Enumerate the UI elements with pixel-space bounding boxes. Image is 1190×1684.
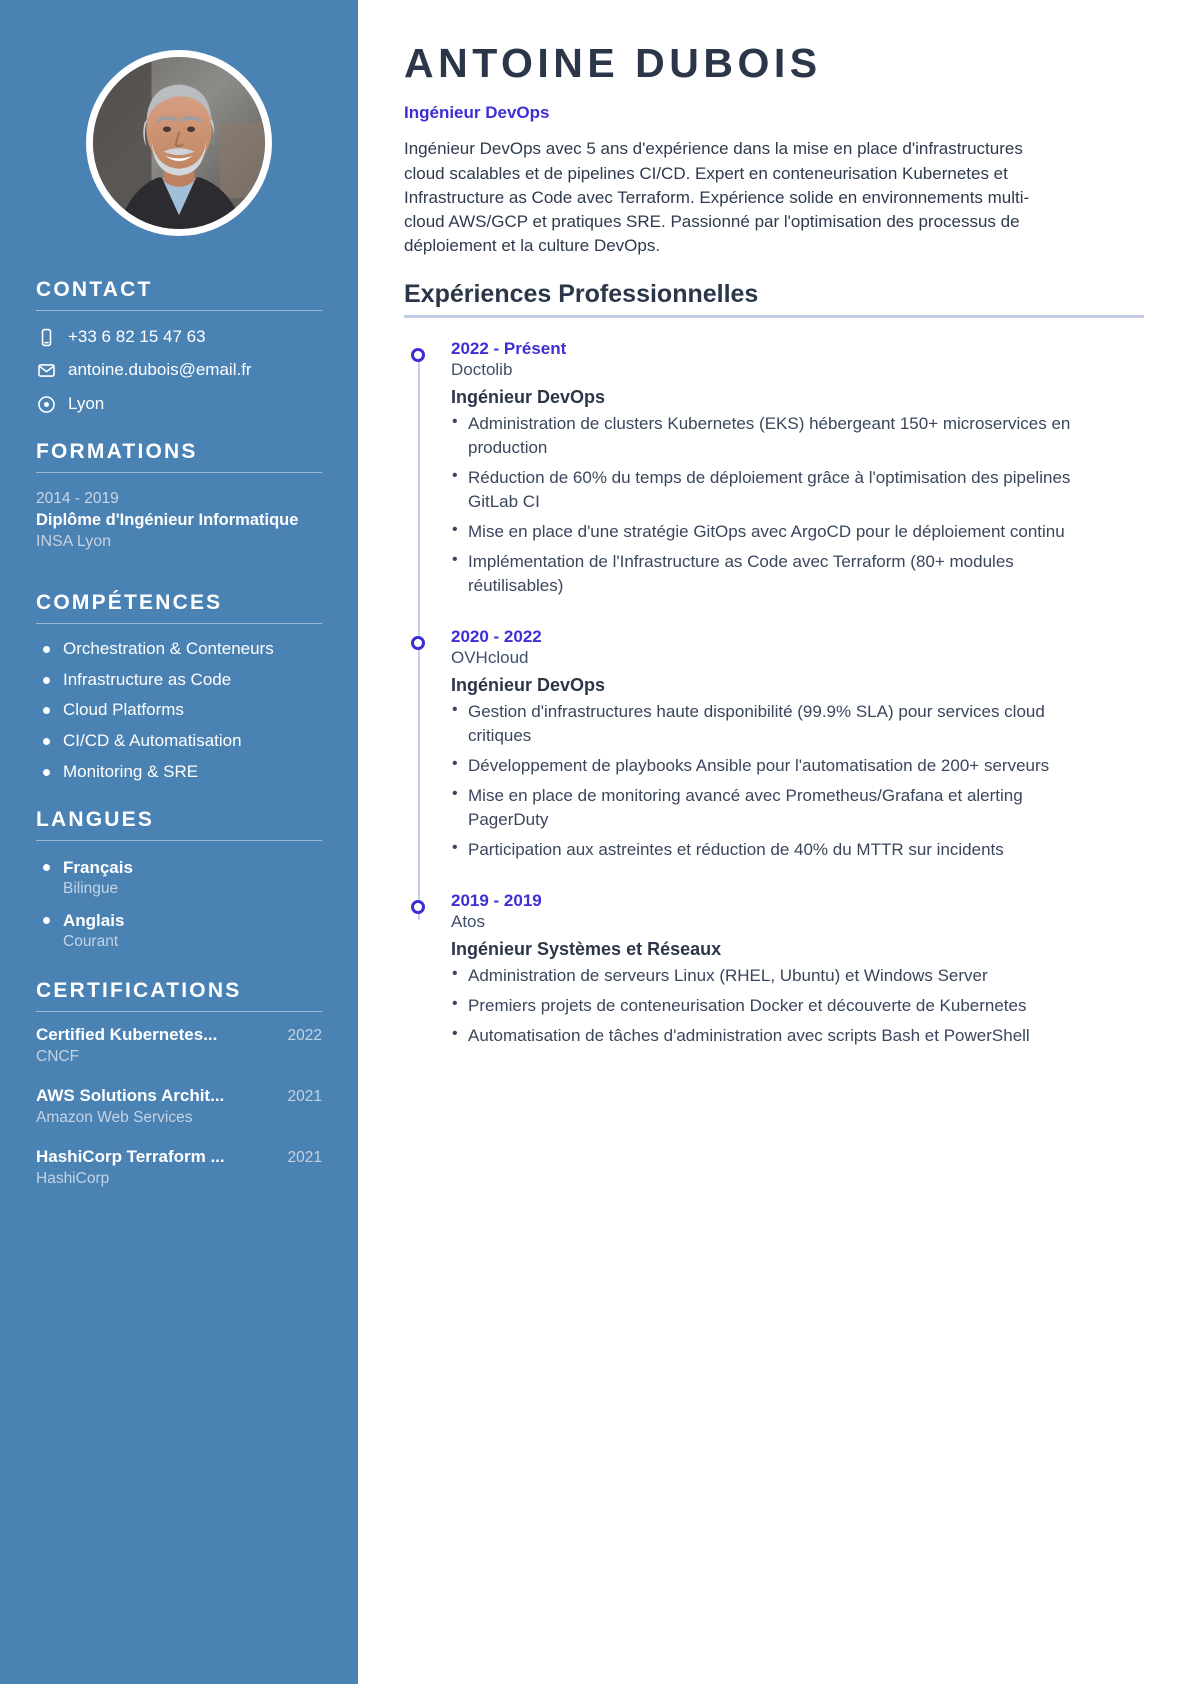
list-item: • Implémentation de l'Infrastructure as Code avec Terraform (80+ modules réutilisables) xyxy=(451,550,1091,598)
certification-issuer: HashiCorp xyxy=(36,1169,110,1187)
education-dates: 2014 - 2019 xyxy=(36,490,119,508)
contact-divider xyxy=(36,310,322,311)
list-item: • Mise en place d'une stratégie GitOps avec ArgoCD pour le déploiement continu xyxy=(451,520,1091,544)
experience-section-title: Expériences Professionnelles xyxy=(404,280,759,309)
certification-issuer: CNCF xyxy=(36,1047,80,1065)
experience-timeline xyxy=(404,338,1144,1048)
education-heading: FORMATIONS xyxy=(36,440,198,464)
language-name: Anglais xyxy=(63,910,125,930)
list-item: • Mise en place de monitoring avancé avec Prometheus/Grafana et alerting PagerDuty xyxy=(451,784,1091,832)
skills-section xyxy=(36,591,322,782)
certification-year: 2021 xyxy=(287,1148,322,1166)
contact-email-value: antoine.dubois@email.fr xyxy=(68,360,252,380)
certifications-section xyxy=(36,979,322,1190)
certification-year: 2021 xyxy=(287,1087,322,1105)
list-item: • Automatisation de tâches d'administration avec scripts Bash et PowerShell xyxy=(451,1024,1091,1048)
contact-location[interactable] xyxy=(36,394,322,414)
certification-header xyxy=(36,1024,322,1045)
contact-location-value: Lyon xyxy=(68,393,105,413)
list-item: • Participation aux astreintes et réduction de 40% du MTTR sur incidents xyxy=(451,838,1091,862)
experience-company: Doctolib xyxy=(451,360,513,380)
list-item xyxy=(36,1024,322,1068)
list-item: Infrastructure as Code xyxy=(36,671,322,690)
skills-list xyxy=(36,640,322,781)
list-item xyxy=(36,857,322,900)
experience-dates: 2022 - Présent xyxy=(451,338,567,358)
list-item xyxy=(36,1146,322,1190)
certification-header xyxy=(36,1085,322,1106)
experience-section-divider xyxy=(404,315,1144,318)
experience-job-title: Ingénieur DevOps xyxy=(451,675,606,696)
list-item: • Réduction de 60% du temps de déploiement grâce à l'optimisation des pipelines GitLab CI xyxy=(451,466,1091,514)
timeline-marker-icon xyxy=(411,348,425,362)
language-level: Bilingue xyxy=(63,879,119,897)
certification-name: Certified Kubernetes... xyxy=(36,1024,218,1044)
list-item: • Gestion d'infrastructures haute disponibilité (99.9% SLA) pour services cloud critiques xyxy=(451,700,1091,748)
experience-bullets xyxy=(451,964,1144,1048)
certification-name: HashiCorp Terraform ... xyxy=(36,1146,225,1166)
list-item: • Administration de clusters Kubernetes (EKS) hébergeant 150+ microservices en production xyxy=(451,412,1091,460)
list-item xyxy=(36,1085,322,1129)
certifications-heading: CERTIFICATIONS xyxy=(36,978,242,1002)
languages-heading: LANGUES xyxy=(36,807,155,831)
experience-bullets xyxy=(451,412,1144,598)
education-divider xyxy=(36,472,322,473)
experience-company: OVHcloud xyxy=(451,648,529,668)
education-degree: Diplôme d'Ingénieur Informatique xyxy=(36,511,299,530)
experience-bullets xyxy=(451,700,1144,862)
languages-section xyxy=(36,808,322,953)
experience-dates: 2020 - 2022 xyxy=(451,626,542,646)
timeline-marker-icon xyxy=(411,636,425,650)
experience-entry xyxy=(451,890,1144,1048)
main-content xyxy=(358,0,1190,1684)
certification-year: 2022 xyxy=(287,1026,322,1044)
job-role-subtitle: Ingénieur DevOps xyxy=(404,103,550,123)
skills-heading: COMPÉTENCES xyxy=(36,590,223,614)
experience-job-title: Ingénieur DevOps xyxy=(451,387,606,407)
education-section xyxy=(36,440,322,553)
certification-name: AWS Solutions Archit... xyxy=(36,1085,225,1105)
profile-photo-illustration xyxy=(93,57,265,229)
list-item: • Administration de serveurs Linux (RHEL, Ubuntu) et Windows Server xyxy=(451,964,1091,988)
contact-heading: CONTACT xyxy=(36,278,153,301)
languages-list xyxy=(36,857,322,953)
location-pin-icon xyxy=(36,394,56,414)
experience-job-title: Ingénieur Systèmes et Réseaux xyxy=(451,939,722,960)
list-item: • Développement de playbooks Ansible pour l'automatisation de 200+ serveurs xyxy=(451,754,1091,778)
professional-summary: Ingénieur DevOps avec 5 ans d'expérience dans la mise en place d'infrastructures cloud scalables et de pipelines CI/CD. Expert en conteneurisation Kubernetes et Infrastructure as Code avec Terraform. Expérience solide en environnements multi-cloud AWS/GCP et pratiques SRE. Passionné par l'optimisation des processus de déploiement et la culture DevOps. xyxy=(404,139,1030,255)
certification-header xyxy=(36,1146,322,1167)
language-name: Français xyxy=(63,857,133,877)
page-title: ANTOINE DUBOIS xyxy=(404,40,822,86)
languages-divider xyxy=(36,840,322,841)
experience-entry xyxy=(451,338,1144,598)
list-item: Monitoring & SRE xyxy=(36,763,322,782)
list-item: Cloud Platforms xyxy=(36,701,322,720)
timeline-marker-icon xyxy=(411,900,425,914)
experience-company: Atos xyxy=(451,912,486,932)
phone-icon xyxy=(36,327,56,347)
certifications-divider xyxy=(36,1011,322,1012)
contact-section xyxy=(36,278,322,414)
contact-email[interactable] xyxy=(36,360,322,380)
envelope-icon xyxy=(36,361,56,381)
list-item: CI/CD & Automatisation xyxy=(36,732,322,751)
skills-divider xyxy=(36,623,322,624)
sidebar xyxy=(0,0,358,1684)
contact-phone-value: +33 6 82 15 47 63 xyxy=(68,327,206,347)
list-item xyxy=(36,910,322,953)
contact-phone[interactable] xyxy=(36,327,322,347)
certification-issuer: Amazon Web Services xyxy=(36,1108,193,1126)
experience-dates: 2019 - 2019 xyxy=(451,890,542,910)
education-school: INSA Lyon xyxy=(36,533,112,551)
education-item xyxy=(36,489,322,553)
experience-entry xyxy=(451,626,1144,862)
language-level: Courant xyxy=(63,932,119,950)
list-item: Orchestration & Conteneurs xyxy=(36,640,322,659)
avatar-circle xyxy=(86,50,272,236)
list-item: • Premiers projets de conteneurisation Docker et découverte de Kubernetes xyxy=(451,994,1091,1018)
avatar xyxy=(36,50,322,236)
